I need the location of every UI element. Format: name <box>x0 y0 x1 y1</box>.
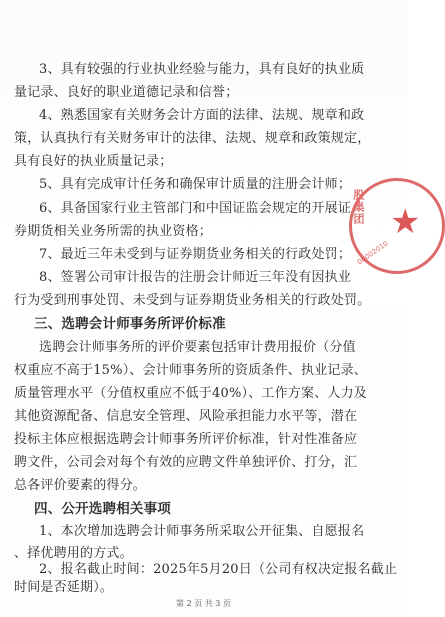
paragraph-line: 总各评价要素的得分。 <box>14 478 147 493</box>
paragraph-line: 券期货相关业务所需的执业资格； <box>14 224 213 239</box>
page-footer: 第 2 页 共 3 页 <box>176 599 231 608</box>
paragraph-line: 质量管理水平（分值权重应不低于40%）、工作方案、人力及 <box>14 386 367 401</box>
paragraph-line: 1、本次增加选聘会计师事务所采取公开征集、自愿报名 <box>39 524 365 539</box>
paragraph-line: 其他资源配备、信息安全管理、风险承担能力水平等，潜在 <box>14 409 358 424</box>
paragraph-line: 聘文件，公司会对每个有效的应聘文件单独评价、打分，汇 <box>14 455 358 470</box>
paragraph-line: 3、具有较强的行业执业经验与能力，具有良好的执业质 <box>39 62 365 77</box>
paragraph-line: 权重应不高于15%）、会计师事务所的资质条件、执业记录、 <box>14 363 367 378</box>
paragraph-line: 量记录、良好的职业道德记录和信誉； <box>14 85 239 100</box>
paragraph-line: 6、具备国家行业主管部门和中国证监会规定的开展证 <box>39 201 352 216</box>
seal-number: 06002010 <box>355 239 390 267</box>
paragraph-line: 7、最近三年未受到与证券期货业务相关的行政处罚； <box>39 247 352 262</box>
seal-star-icon: ★ <box>390 202 421 242</box>
paragraph-line: 2、报名截止时间：2025年5月20日（公司有权决定报名截止 <box>39 562 398 577</box>
paragraph-line: 行为受到刑事处罚、未受到与证券期货业务相关的行政处罚。 <box>14 293 371 308</box>
paragraph-line: 策，认真执行有关财务审计的法律、法规、规章和政策规定， <box>14 131 371 146</box>
paragraph-line: 时间是否延期）。 <box>14 580 114 595</box>
section-heading: 四、公开选聘相关事项 <box>34 501 171 517</box>
paragraph-line: 具有良好的执业质量记录； <box>14 154 173 169</box>
paragraph-line: 、择优聘用的方式。 <box>14 546 133 561</box>
paragraph-line: 选聘会计师事务所的评价要素包括审计费用报价（分值 <box>39 340 356 355</box>
seal-text: 股集团 <box>352 189 365 225</box>
paragraph-line: 4、熟悉国家有关财务会计方面的法律、法规、规章和政 <box>39 108 365 123</box>
paragraph-line: 投标主体应根据选聘会计师事务所评价标准，针对性准备应 <box>14 432 358 447</box>
paragraph-line: 8、签署公司审计报告的注册会计师近三年没有因执业 <box>39 270 352 285</box>
company-seal <box>349 178 445 274</box>
section-heading: 三、选聘会计师事务所评价标准 <box>34 316 226 332</box>
paragraph-line: 5、具有完成审计任务和确保审计质量的注册会计师； <box>39 177 352 192</box>
